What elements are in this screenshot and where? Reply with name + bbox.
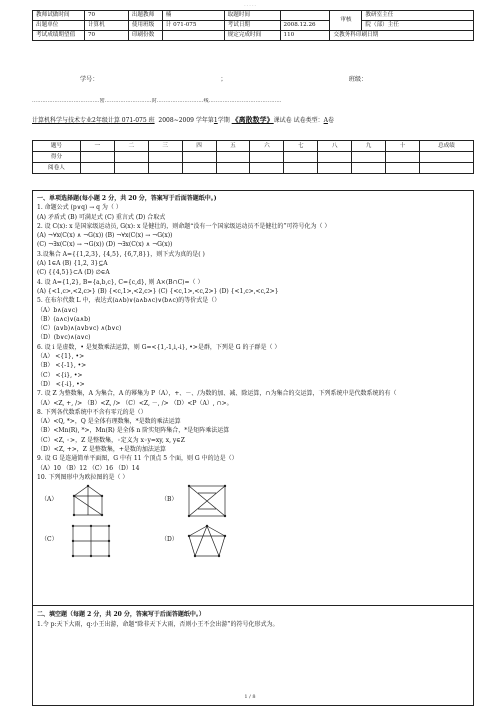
score-cell: 三 [148,141,182,152]
question-line: （B） <{-1}, •> [37,362,87,370]
score-cell: 四 [182,141,216,152]
header-row-2 [33,21,474,31]
section-title: 二、填空题（每题 2 分，共 20 分，答案写于后面答题纸中。） [37,611,205,618]
header-cell: 取题时间 [224,11,280,21]
question-line: 3.设集合 A={{1,2,3}, {4,5}, {6,7,8}}，则下式为真的是( ) [37,250,205,258]
score-row-2 [33,152,474,163]
question-line: （A）<Q, *>，Q 是全体有理数集，*是数的乘法运算 [37,418,181,426]
question-line: (A) 1∈A (B) {1,2, 3}⊆A [37,260,108,268]
header-cell [280,11,330,21]
major-text: 计算机科学与技术专业 [32,117,93,124]
question-line: 10. 下列图形中为欧拉图的是（ ） [37,473,129,481]
header-cell: 110 [280,31,330,41]
header-cell: 教研室主任 [362,11,474,21]
score-cell: 二 [114,141,148,152]
question-line: （D） <{-i}, •> [37,380,85,388]
seal-line: …………………………………密………………………封………………………线…………………………………… [32,98,282,104]
paper-type-value: A [323,117,328,124]
header-cell: 考试日期 [224,21,280,31]
section-title: 一、单项选择题(每小题 2 分，共 20 分，答案写于后面答题纸中。) [37,195,217,202]
header-cell: 出题单位 [33,21,85,31]
question-line: (A) 矛盾式 (B) 可满足式 (C) 重言式 (D) 合取式 [37,213,166,221]
score-cell: 八 [318,141,352,152]
score-cell: 总成绩 [419,141,473,152]
student-info-line [80,76,487,84]
score-cell: 六 [250,141,284,152]
score-cell: 一 [80,141,114,152]
score-cell: 得分 [33,152,81,163]
question-line: 1.令 p:天下大雨，q:小王出游，命题“除非天下大雨，否则小王不会出游”的符号化形式为。 [37,621,279,629]
graph-label-a: （A） [41,496,58,504]
graph-options [37,484,469,559]
paper-type-suffix: 卷 [327,117,334,124]
question-line: (A) {<1,c>,<2,c>} (B) {<c,1>,<2,c>} (C) {<c,1>,<c,2>} (D) {<1,c>,<c,2>} [37,287,279,295]
header-cell [162,31,224,41]
question-line: （C）<Z, ◦>，Z 是整数集，◦定义为 x◦y=xy, x, y∈Z [37,436,185,444]
score-cell: 题号 [33,141,81,152]
question-line: （A）10 （B）12 （C）16 （D）14 [37,464,140,472]
question-line: （A） <{1}, •> [37,353,85,361]
score-table [32,140,474,174]
class-text: 年级计算 071-075 班 [95,117,155,124]
score-cell: 十 [386,141,420,152]
graph-label-c: （C） [41,536,58,544]
year-text: 2008~2009 学年第 [158,117,214,124]
student-name-label: ； [220,76,227,83]
header-cell: 计 071-075 [162,21,224,31]
header-cell: 考试成绩期望值 [33,31,85,41]
header-cell: 计算机 [84,21,128,31]
question-line: 6. 设 i 是虚数，• 是复数乘法运算，则 G=<{1,-1,i,-i}, •>是群，下列是 G 的子群是（ ） [37,343,281,351]
question-line: （A）b∧(a∨c) [37,306,78,314]
graph-c-figure [71,524,111,558]
page-number: 1 / 8 [244,694,256,700]
header-cell: 使用班级 [128,21,162,31]
section-multiple-choice [32,190,474,606]
header-cell: 印刷份数 [128,31,162,41]
question-line: （B）<Mn(R), *>，Mn(R) 是全体 n 阶实矩阵集合，*是矩阵乘法运算 [37,427,230,435]
grade-text: 2 [92,117,96,124]
graph-a-figure [71,484,105,518]
header-row-1 [33,11,474,21]
score-row-1 [33,141,474,152]
graph-b-figure [187,484,227,518]
question-line: (C) ¬∃x(C(x) → ¬G(x)) (D) ¬∃x(C(x) ∧ ¬G(x)) [37,241,173,249]
header-cell: 规定完成时间 [224,31,280,41]
graph-label-d: （D） [161,536,178,544]
header-cell: 2008.12.26 [280,21,330,31]
header-cell: 70 [84,31,128,41]
course-title: 《离散数学》 [231,115,274,124]
score-row-3 [33,163,474,174]
question-line: 1. 命题公式 (p∨q) → q 为（ ） [37,204,122,212]
question-line: 8. 下列各代数系统中不含有零元的是（） [37,408,147,416]
question-line: 2. 设 C(x): x 是国家级运动员, G(x): x 是健壮的，则命题“没有一个国家级运动员不是健壮的”可符号化为（ ） [37,222,331,230]
header-cell: 楠 [162,11,224,21]
header-row-3 [33,31,474,41]
question-line: （C） <{i}, •> [37,371,83,379]
score-cell: 七 [284,141,318,152]
question-line: （C）(a∨b)∧(a∨b∨c) ∧(b∨c) [37,325,122,333]
exam-title-line [32,116,334,125]
question-line: （D）(b∨c)∧(a∨c) [37,334,91,342]
term-text: 1 [213,117,218,124]
question-line: (C) {{4,5}}⊂A (D) ∅∈A [37,269,110,277]
header-table [32,10,474,41]
question-line: 5. 在布尔代数 L 中，表达式(a∧b)∨(a∧b∧c)∨(b∧c)的等价式是（） [37,297,221,305]
question-line: （D）<Z, +>，Z 是整数集，+是数的加法运算 [37,446,166,454]
student-class-label: 班级： [348,76,368,83]
score-cell: 五 [216,141,250,152]
section-fill-in [32,606,474,706]
top-mark: - - - - - [244,3,256,8]
score-cell: 阅卷人 [33,163,81,174]
question-line: （A）<Z, +, /> （B）<Z, /> （C）<Z, －, /> （D）<P（A）, ∩>。 [37,399,233,407]
header-cell: 教师试做时间 [33,11,85,21]
question-line: （B）(a∧c)∨(a∧b) [37,315,91,323]
term-suffix: 学期 [217,117,230,124]
question-line: 9. 设 G 是连通简单平面图，G 中有 11 个顶点 5 个面，则 G 中的边是（） [37,455,238,463]
score-cell: 九 [352,141,386,152]
student-id-label: 学号： [80,76,99,83]
paper-type-label: 课试卷 试卷类型： [273,117,324,124]
header-cell: 院（部）主任 [362,21,474,31]
graph-label-b: （B） [161,496,178,504]
header-cell: 70 [84,11,128,21]
header-cell: 审核 [330,11,362,31]
graph-d-figure [187,524,227,558]
question-line: (A) ¬∀x(C(x) ∧ ¬G(x)) (B) ¬∀x(C(x) → ¬G(x)) [37,232,173,240]
header-cell: 出题教师 [128,11,162,21]
question-line: 7. 设 Z 为整数集，A 为集合，A 的幂集为 P（A），+、－、/为数的加、减、除运算，∩为集合的交运算，下列系统中是代数系统的有（ [37,390,397,398]
header-cell: 交教务科印刷日期 [330,31,474,41]
question-line: 4. 设 A={1,2}, B={a,b,c}, C={c,d}, 则 A×(B∩C)=（ ） [37,278,204,286]
